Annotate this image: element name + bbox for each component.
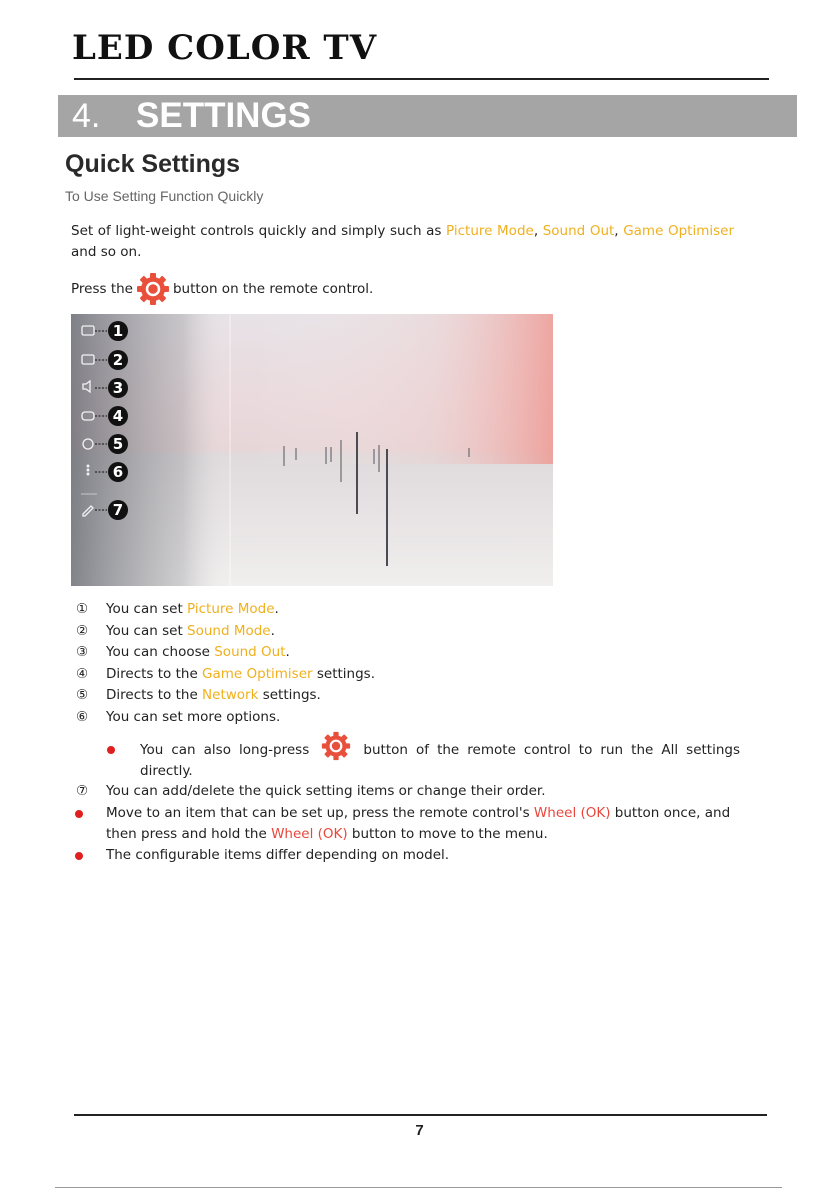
- bullet-text: Move to an item that can be set up, press the remote control's: [106, 804, 534, 821]
- section-number: 4.: [72, 97, 101, 135]
- highlight-wheel-ok: Wheel (OK): [271, 825, 348, 842]
- note-text: You can also long-press: [140, 742, 310, 758]
- page-bottom-rule: [55, 1187, 782, 1188]
- item-text: Directs to the: [106, 687, 203, 704]
- item-text: You can set more options.: [106, 708, 281, 725]
- item-text-end: settings.: [258, 687, 321, 704]
- bullet-dot-icon: [75, 810, 83, 818]
- highlight-picture-mode: Picture Mode: [446, 223, 534, 239]
- page-heading: Quick Settings: [65, 150, 241, 178]
- intro-separator: ,: [533, 223, 543, 239]
- section-title: SETTINGS: [136, 96, 312, 135]
- highlight-game-optimiser: Game Optimiser: [623, 223, 734, 239]
- highlight-sound-out: Sound Out: [542, 223, 615, 239]
- item-number: ⑦: [76, 783, 89, 799]
- list-item: [71, 621, 731, 643]
- item-highlight: Picture Mode: [187, 601, 275, 617]
- callout-3: 3: [112, 379, 124, 397]
- page-number: 7: [415, 1122, 424, 1139]
- item-text-end: .: [270, 622, 275, 639]
- press-instruction: [71, 274, 373, 304]
- brand-title: LED COLOR TV: [72, 28, 378, 68]
- item-number: ①: [76, 601, 89, 617]
- item-number: ⑤: [76, 687, 89, 704]
- callout-1: 1: [112, 322, 124, 340]
- intro-paragraph: [71, 221, 734, 263]
- long-press-note: [103, 739, 740, 782]
- intro-separator: ,: [614, 223, 624, 239]
- item-number: ③: [76, 644, 89, 661]
- bullet-text-end: button to move to the menu.: [347, 825, 548, 842]
- item-text: You can set: [106, 622, 188, 639]
- item-number: ②: [76, 622, 89, 639]
- callout-7: 7: [112, 501, 124, 519]
- bullet-dot-icon: [75, 852, 83, 860]
- list-item: [71, 599, 731, 621]
- footer-rule: [74, 1114, 767, 1116]
- list-item: [71, 707, 731, 729]
- item-highlight: Game Optimiser: [202, 665, 313, 682]
- item-text: You can choose: [106, 644, 215, 661]
- list-item: [71, 642, 731, 664]
- header-rule: [74, 78, 769, 80]
- press-text-end: button on the remote control.: [172, 281, 374, 297]
- item-number: ⑥: [76, 708, 89, 725]
- item-text-end: settings.: [312, 665, 375, 682]
- item-number: ④: [76, 665, 89, 682]
- numbered-list: [71, 599, 731, 729]
- callout-4: 4: [112, 407, 124, 425]
- note-text-end: button of the remote control to run the All settings directly.: [140, 742, 741, 779]
- callout-6: 6: [112, 463, 124, 481]
- press-text: Press the: [71, 281, 133, 297]
- item-text-end: .: [285, 644, 290, 661]
- callout-5: 5: [112, 435, 124, 453]
- bullet-text: The configurable items differ depending on model.: [106, 846, 450, 863]
- highlight-wheel-ok: Wheel (OK): [533, 804, 611, 821]
- list-item: [71, 685, 731, 707]
- item-text: You can add/delete the quick setting items or change their order.: [106, 783, 546, 799]
- item-highlight: Sound Mode: [187, 622, 271, 639]
- bottom-list: [71, 781, 731, 866]
- item-highlight: Network: [202, 687, 259, 704]
- section-bar: [58, 95, 797, 137]
- item-text: You can set: [106, 601, 188, 617]
- bullet-text: button once, and then press and hold the: [106, 804, 731, 842]
- item-text-end: .: [274, 601, 279, 617]
- callout-2: 2: [112, 351, 124, 369]
- settings-gear-icon: [136, 272, 170, 306]
- list-item: [71, 664, 731, 686]
- item-text: Directs to the: [106, 665, 203, 682]
- bullet-item: [71, 845, 731, 866]
- settings-gear-icon: [319, 731, 353, 761]
- item-highlight: Sound Out: [214, 644, 286, 661]
- intro-text-end: and so on.: [71, 244, 142, 260]
- page-subheading: To Use Setting Function Quickly: [65, 188, 264, 204]
- intro-text: Set of light-weight controls quickly and simply such as: [71, 223, 447, 239]
- tv-screen-image: [71, 314, 553, 586]
- bullet-item: [71, 803, 731, 845]
- list-item-7: [71, 781, 731, 803]
- bullet-dot-icon: [107, 746, 115, 754]
